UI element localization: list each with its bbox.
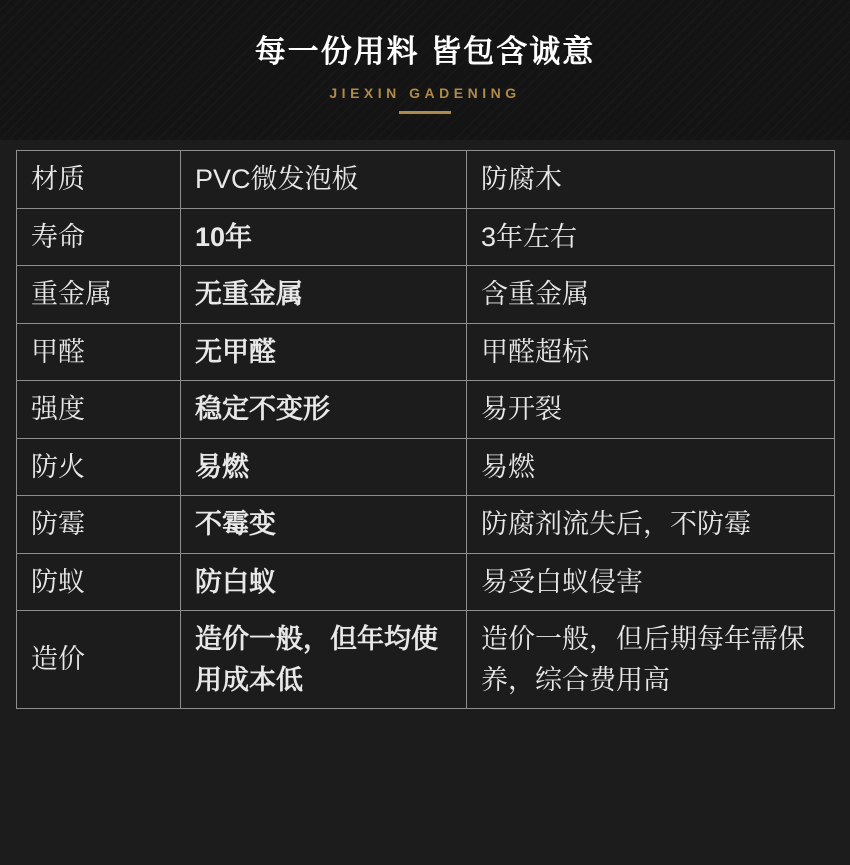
title-divider — [399, 111, 451, 114]
row-value-wood: 防腐剂流失后，不防霉 — [467, 496, 835, 554]
brand-subtitle: JIEXIN GADENING — [329, 85, 521, 101]
row-value-pvc: 10年 — [181, 208, 467, 266]
page-title: 每一份用料 皆包含诚意 — [254, 34, 596, 69]
row-label: 造价 — [17, 611, 181, 709]
row-value-pvc: 无甲醛 — [181, 323, 467, 381]
row-label: 强度 — [17, 381, 181, 439]
comparison-table-container — [16, 150, 834, 709]
table-row — [17, 611, 835, 709]
table-row — [17, 208, 835, 266]
row-value-pvc: 防白蚁 — [181, 553, 467, 611]
row-value-wood: 甲醛超标 — [467, 323, 835, 381]
table-row — [17, 553, 835, 611]
row-value-pvc: 稳定不变形 — [181, 381, 467, 439]
row-value-pvc: 易燃 — [181, 438, 467, 496]
table-row — [17, 151, 835, 209]
table-row — [17, 496, 835, 554]
row-label: 防霉 — [17, 496, 181, 554]
table-row — [17, 266, 835, 324]
row-value-pvc: PVC微发泡板 — [181, 151, 467, 209]
row-label: 材质 — [17, 151, 181, 209]
row-value-wood: 含重金属 — [467, 266, 835, 324]
table-row — [17, 381, 835, 439]
row-value-pvc: 造价一般，但年均使用成本低 — [181, 611, 467, 709]
row-label: 甲醛 — [17, 323, 181, 381]
table-row — [17, 323, 835, 381]
row-value-wood: 易燃 — [467, 438, 835, 496]
row-value-pvc: 不霉变 — [181, 496, 467, 554]
row-label: 防蚁 — [17, 553, 181, 611]
row-label: 寿命 — [17, 208, 181, 266]
comparison-table-body — [17, 151, 835, 709]
header-banner — [0, 0, 850, 140]
row-value-wood: 防腐木 — [467, 151, 835, 209]
row-label: 防火 — [17, 438, 181, 496]
row-value-wood: 3年左右 — [467, 208, 835, 266]
table-row — [17, 438, 835, 496]
row-value-pvc: 无重金属 — [181, 266, 467, 324]
row-value-wood: 易受白蚁侵害 — [467, 553, 835, 611]
row-value-wood: 造价一般，但后期每年需保养，综合费用高 — [467, 611, 835, 709]
comparison-table — [16, 150, 835, 709]
row-value-wood: 易开裂 — [467, 381, 835, 439]
row-label: 重金属 — [17, 266, 181, 324]
